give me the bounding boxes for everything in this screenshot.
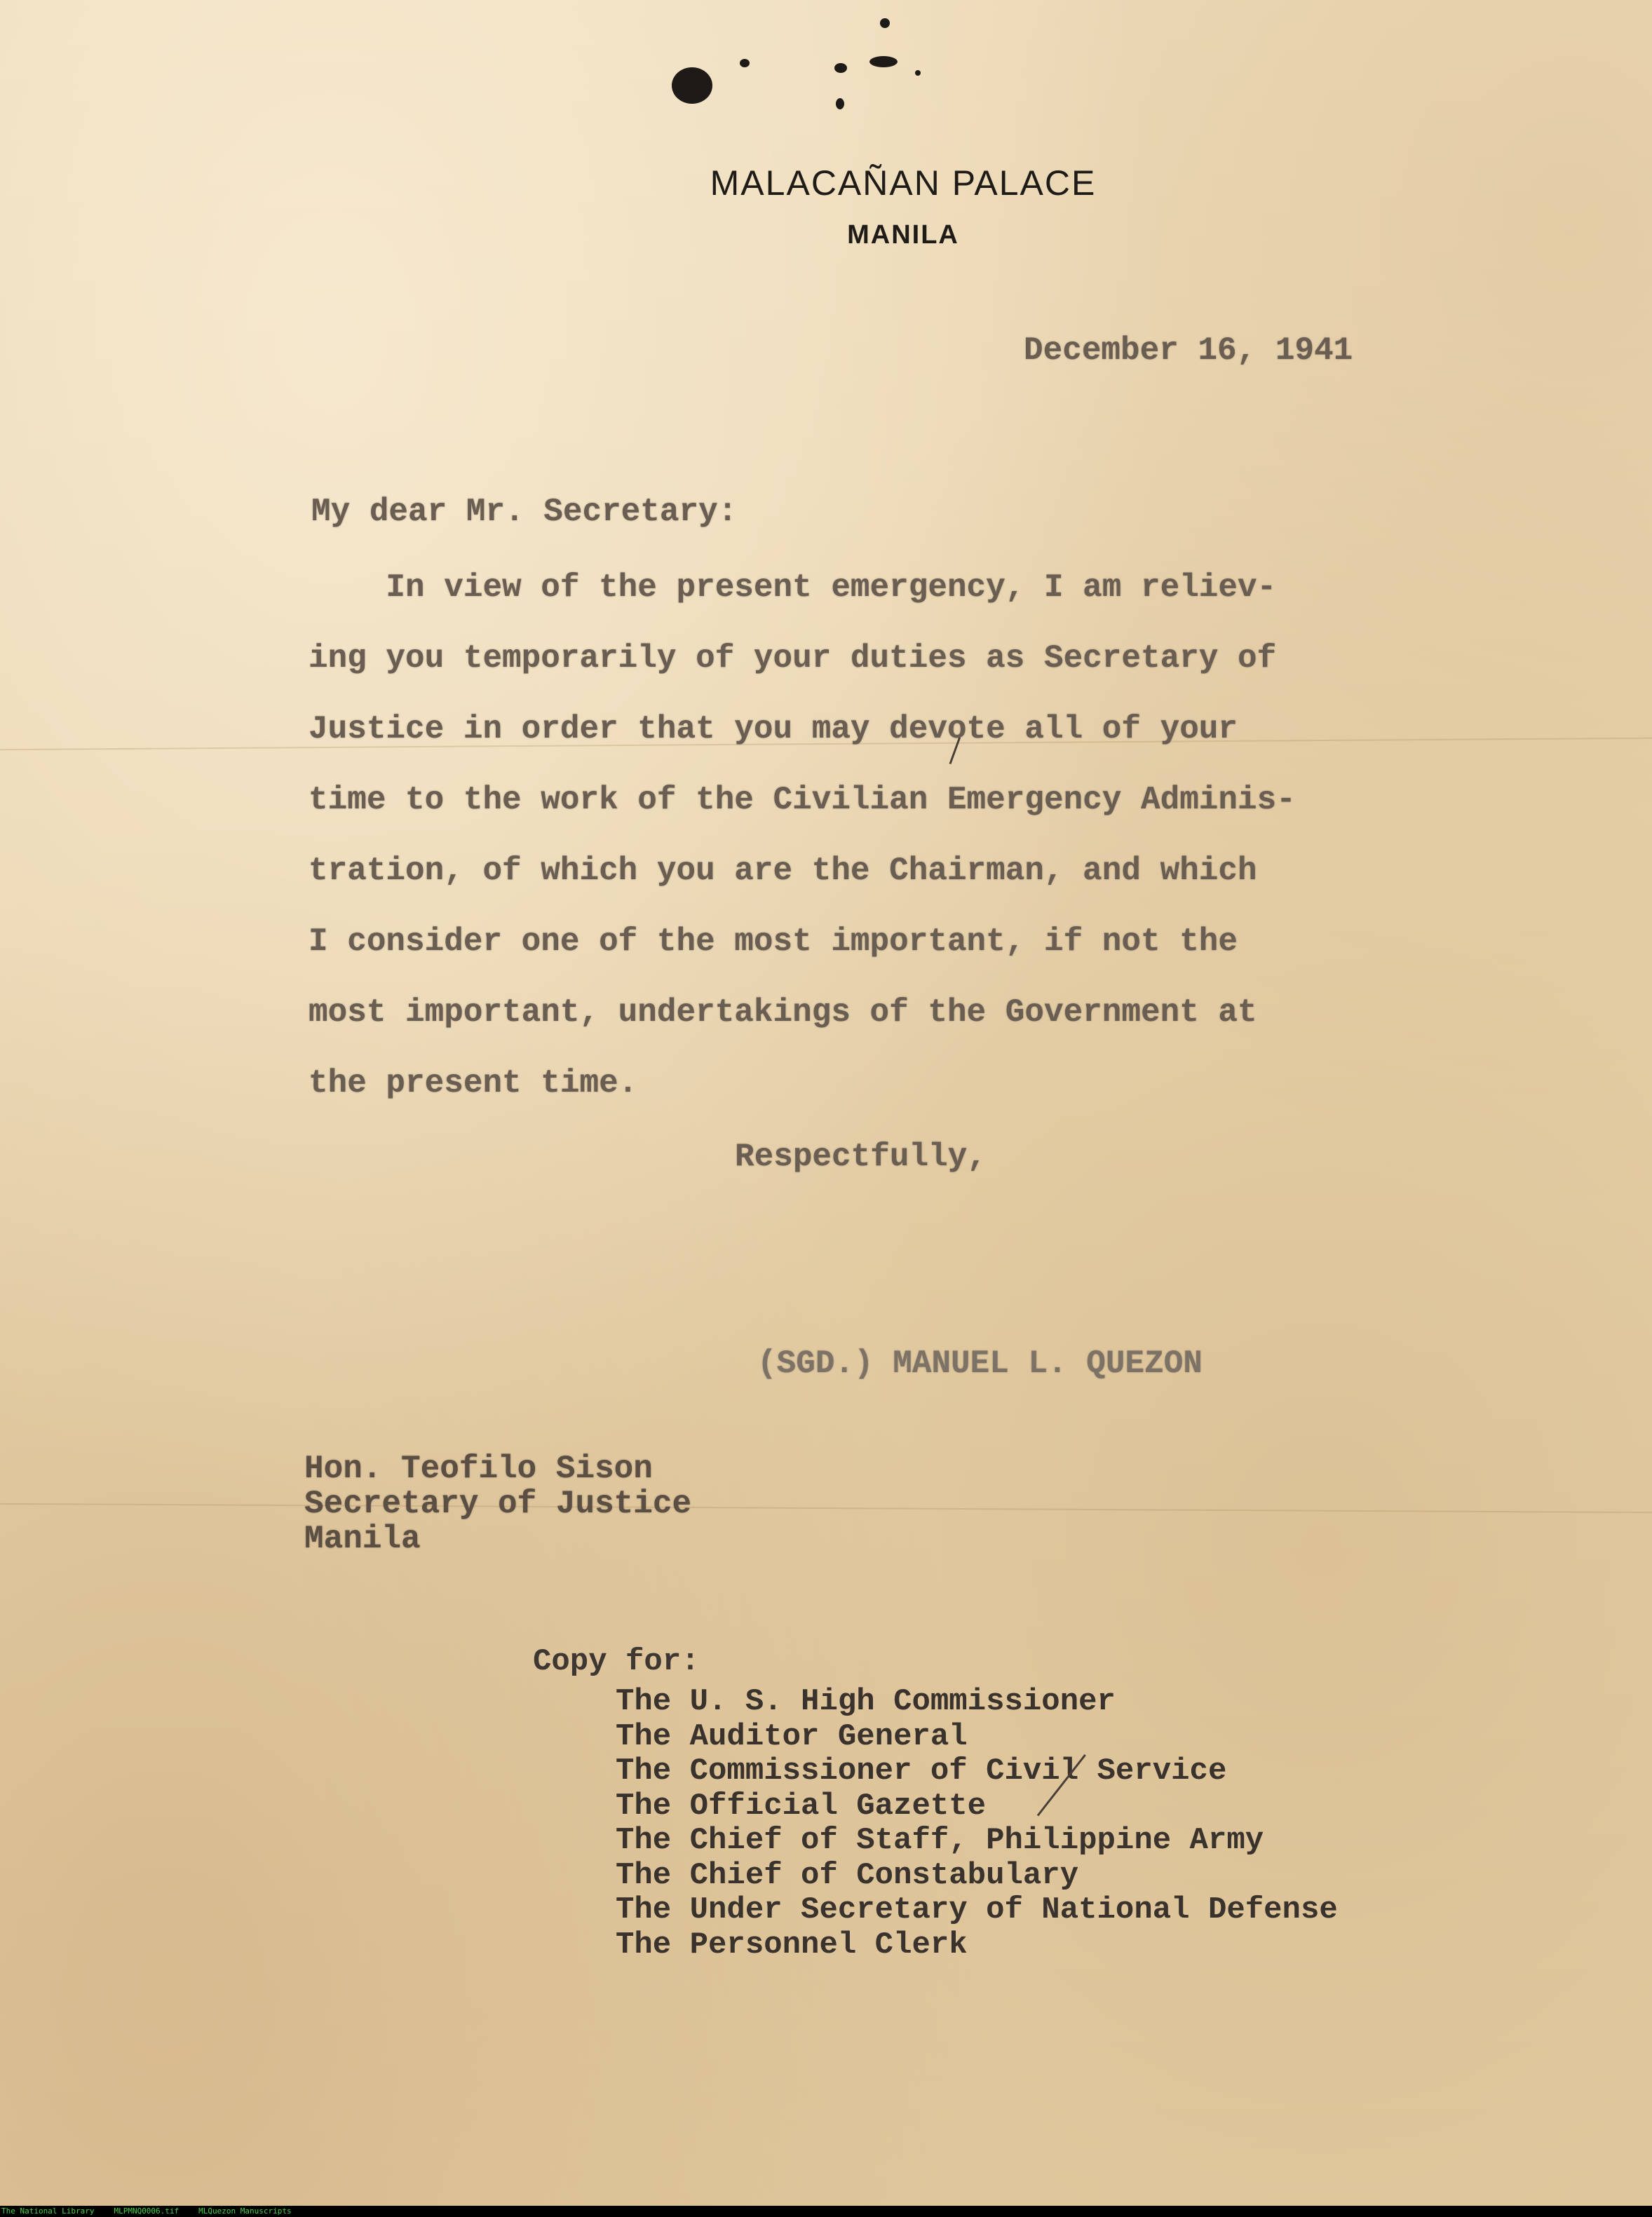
ink-blot [834,63,847,73]
body-line: most important, undertakings of the Government at [309,994,1257,1031]
body-line: the present time. [309,1065,638,1101]
ink-blot [672,67,712,104]
body-line: In view of the present emergency, I am reliev- [309,569,1277,606]
addressee-block [304,1451,691,1557]
addressee-name: Hon. Teofilo Sison [304,1451,653,1487]
copy-recipient: The U. S. High Commissioner [616,1684,1116,1719]
signature-line: (SGD.) MANUEL L. QUEZON [757,1345,1203,1382]
salutation: My dear Mr. Secretary: [311,494,738,530]
body-line: ing you temporarily of your duties as Secretary of [309,640,1277,677]
copy-for-list [616,1685,1338,1962]
footer-collection: MLQuezon Manuscripts [198,2206,292,2216]
scan-footer [0,2206,1652,2217]
copy-recipient: The Commissioner of Civil Service [616,1754,1227,1789]
body-line: I consider one of the most important, if not the [309,923,1238,960]
body-line: Justice in order that you may devote all of your [309,711,1238,747]
letter-date: December 16, 1941 [1024,332,1353,369]
addressee-city: Manila [304,1521,421,1557]
copy-for-label: Copy for: [533,1644,700,1679]
paper-fold [0,1503,1652,1513]
ink-blot [880,18,890,28]
letterhead-city: MANILA [847,220,959,250]
copy-recipient: The Chief of Constabulary [616,1857,1079,1893]
copy-recipient: The Under Secretary of National Defense [616,1892,1338,1927]
footer-file: MLPMNQ0006.tif [114,2206,180,2216]
ink-blot [869,56,898,67]
copy-recipient: The Official Gazette [616,1788,987,1824]
copy-recipient: The Auditor General [616,1718,968,1754]
copy-recipient: The Chief of Staff, Philippine Army [616,1823,1264,1858]
closing: Respectfully, [735,1139,987,1175]
ink-blot [740,59,750,67]
ink-blot [915,70,921,76]
body-line: time to the work of the Civilian Emergency Adminis- [309,782,1296,818]
addressee-title: Secretary of Justice [304,1486,692,1522]
copy-recipient: The Personnel Clerk [616,1927,968,1962]
ink-blot [836,98,844,109]
body-line: tration, of which you are the Chairman, and which [309,853,1257,889]
footer-library: The National Library [1,2206,95,2216]
letterhead-title: MALACAÑAN PALACE [710,163,1097,203]
